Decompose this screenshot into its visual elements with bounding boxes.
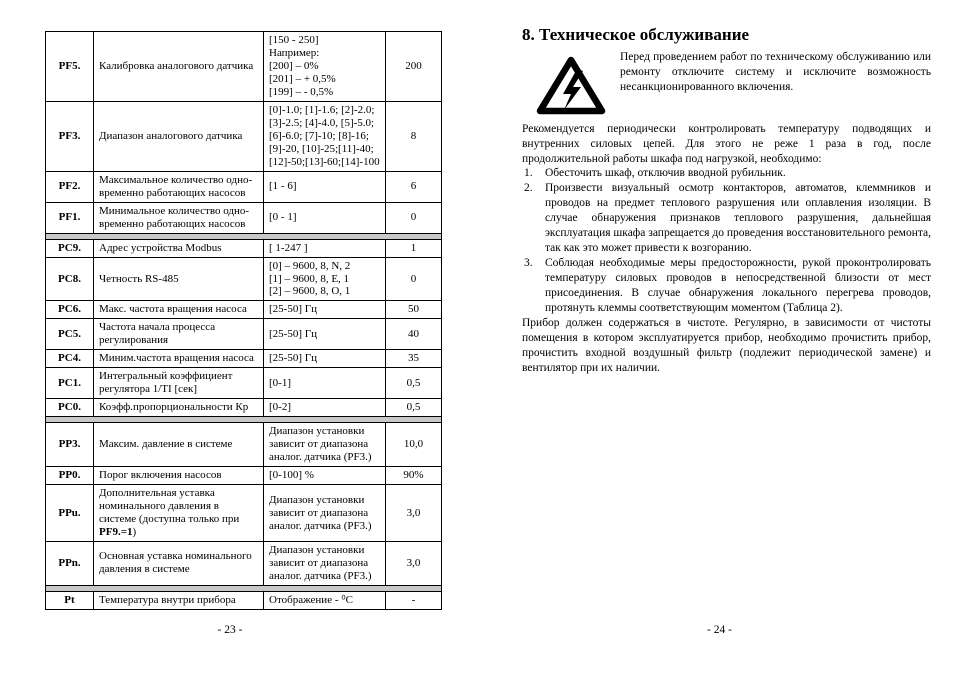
cell-range: [25-50] Гц — [264, 319, 386, 350]
cell-name: Миним.частота вращения насоса — [94, 350, 264, 368]
warning-text: Перед проведением работ по техническому обслуживанию или ремонту отключите систему и исключите возможность несанкционированного включения. — [620, 50, 931, 93]
cell-defval: 0 — [386, 202, 442, 233]
cell-defval: 6 — [386, 171, 442, 202]
list-item-text: Соблюдая необходимые меры предосторожности, рукой проконтролировать температуру силовых проводов в непосредственной близости от мест присоединения. В случае обнаружения локального перегрева проводов, протянуть клеммы соответствующим моментом (Таблица 2). — [545, 257, 931, 314]
table-row — [46, 301, 442, 319]
table-row — [46, 202, 442, 233]
table-row — [46, 591, 442, 609]
cell-defval: 35 — [386, 350, 442, 368]
cell-defval: 0 — [386, 257, 442, 301]
cell-range: [0-2] — [264, 399, 386, 417]
table-row — [46, 541, 442, 585]
cell-range: [1 - 6] — [264, 171, 386, 202]
cell-name: Частота начала процесса регулирования — [94, 319, 264, 350]
cell-name: Адрес устройства Modbus — [94, 239, 264, 257]
list-item — [522, 181, 931, 256]
cell-name: Максимальное количество одно- временно работающих насосов — [94, 171, 264, 202]
parameters-table-body — [46, 32, 442, 610]
cell-code: PPu. — [46, 485, 94, 542]
table-row — [46, 467, 442, 485]
table-row — [46, 32, 442, 102]
table-row — [46, 319, 442, 350]
list-item — [522, 256, 931, 316]
cell-name: Интегральный коэффициент регулятора 1/TI [сек] — [94, 368, 264, 399]
cell-defval: 40 — [386, 319, 442, 350]
cell-defval: 3,0 — [386, 485, 442, 542]
cell-code: PF3. — [46, 101, 94, 171]
cell-defval: 90% — [386, 467, 442, 485]
table-row — [46, 257, 442, 301]
cell-range: [0 - 1] — [264, 202, 386, 233]
table-row — [46, 368, 442, 399]
cell-code: PF2. — [46, 171, 94, 202]
cell-range: [0] – 9600, 8, N, 2 [1] – 9600, 8, E, 1 [2] – 9600, 8, O, 1 — [264, 257, 386, 301]
cell-code: PP0. — [46, 467, 94, 485]
cell-code: PC1. — [46, 368, 94, 399]
left-page — [45, 31, 441, 610]
cell-defval: 3,0 — [386, 541, 442, 585]
cell-range: Диапазон установки зависит от диапазона аналог. датчика (PF3.) — [264, 485, 386, 542]
cell-code: Pt — [46, 591, 94, 609]
cell-code: PF1. — [46, 202, 94, 233]
closing-paragraph: Прибор должен содержаться в чистоте. Регулярно, в зависимости от чистоты помещения в котором эксплуатируется прибор, необходимо прочистить прибор, прочистить входной воздушный фильтр (подлежит периодической замене) и вентилятор при их наличии. — [522, 316, 931, 374]
cell-code: PC8. — [46, 257, 94, 301]
table-row — [46, 239, 442, 257]
warning-block — [522, 50, 931, 121]
table-row — [46, 423, 442, 467]
list-item-number: 1. — [524, 167, 533, 180]
cell-code: PPn. — [46, 541, 94, 585]
cell-range: [0-100] % — [264, 467, 386, 485]
cell-name: Калибровка аналогового датчика — [94, 32, 264, 102]
table-row — [46, 399, 442, 417]
cell-range: [150 - 250] Например: [200] – 0% [201] – + 0,5% [199] – - 0,5% — [264, 32, 386, 102]
page-number-left: - 23 - — [217, 624, 243, 636]
table-row — [46, 101, 442, 171]
cell-defval: 10,0 — [386, 423, 442, 467]
cell-name: Макс. частота вращения насоса — [94, 301, 264, 319]
cell-name: Диапазон аналогового датчика — [94, 101, 264, 171]
cell-code: PC4. — [46, 350, 94, 368]
list-item-number: 2. — [524, 182, 533, 195]
maintenance-list — [522, 166, 931, 315]
cell-name: Коэфф.пропорциональности Кр — [94, 399, 264, 417]
cell-range: [ 1-247 ] — [264, 239, 386, 257]
cell-range: Диапазон установки зависит от диапазона аналог. датчика (PF3.) — [264, 541, 386, 585]
cell-range: Отображение - ⁰С — [264, 591, 386, 609]
right-page — [522, 26, 931, 376]
cell-range: [25-50] Гц — [264, 301, 386, 319]
table-row — [46, 171, 442, 202]
cell-code: PC0. — [46, 399, 94, 417]
cell-defval: 50 — [386, 301, 442, 319]
cell-name: Дополнительная уставка номинального давления в системе (доступна только при PF9.=1) — [94, 485, 264, 542]
cell-name: Порог включения насосов — [94, 467, 264, 485]
high-voltage-warning-icon — [536, 50, 606, 121]
cell-code: PP3. — [46, 423, 94, 467]
list-item-text: Произвести визуальный осмотр контакторов, автоматов, клеммников и проводов на предмет теплового разрушения или оплавления изоляции. В случае обнаружения признаков теплового разрушения, дальнейшая эксплуатация шкафа запрещается до проведения восстановительного ремонта, так как это может привести к возгоранию. — [545, 182, 931, 255]
page-number-right: - 24 - — [707, 624, 732, 636]
cell-code: PC9. — [46, 239, 94, 257]
parameters-table — [45, 31, 442, 610]
cell-range: [0-1] — [264, 368, 386, 399]
cell-code: PC5. — [46, 319, 94, 350]
cell-range: [0]-1.0; [1]-1.6; [2]-2.0; [3]-2.5; [4]-4.0, [5]-5.0; [6]-6.0; [7]-10; [8]-16; [9]-20, [10]-25;[11]-40; [12]-50;[13]-60;[14]-100 — [264, 101, 386, 171]
cell-defval: 200 — [386, 32, 442, 102]
list-item-number: 3. — [524, 257, 533, 270]
cell-name: Основная уставка номинального давления в системе — [94, 541, 264, 585]
cell-defval: - — [386, 591, 442, 609]
cell-name: Температура внутри прибора — [94, 591, 264, 609]
cell-code: PC6. — [46, 301, 94, 319]
cell-defval: 0,5 — [386, 368, 442, 399]
cell-code: PF5. — [46, 32, 94, 102]
section-title: 8. Техническое обслуживание — [522, 25, 750, 44]
table-row — [46, 350, 442, 368]
list-item — [522, 166, 931, 181]
cell-name: Максим. давление в системе — [94, 423, 264, 467]
cell-range: [25-50] Гц — [264, 350, 386, 368]
list-item-text: Обесточить шкаф, отключив вводной рубильник. — [545, 167, 786, 180]
cell-defval: 0,5 — [386, 399, 442, 417]
intro-paragraph: Рекомендуется периодически контролировать температуру подводящих и внутренних силовых цепей. Для этого не реже 1 раза в год, после продолжительной работы шкафа под нагрузкой, необходимо: — [522, 122, 931, 165]
table-row — [46, 485, 442, 542]
cell-defval: 1 — [386, 239, 442, 257]
cell-range: Диапазон установки зависит от диапазона аналог. датчика (PF3.) — [264, 423, 386, 467]
cell-name: Минимальное количество одно- временно работающих насосов — [94, 202, 264, 233]
cell-name: Четность RS-485 — [94, 257, 264, 301]
cell-defval: 8 — [386, 101, 442, 171]
